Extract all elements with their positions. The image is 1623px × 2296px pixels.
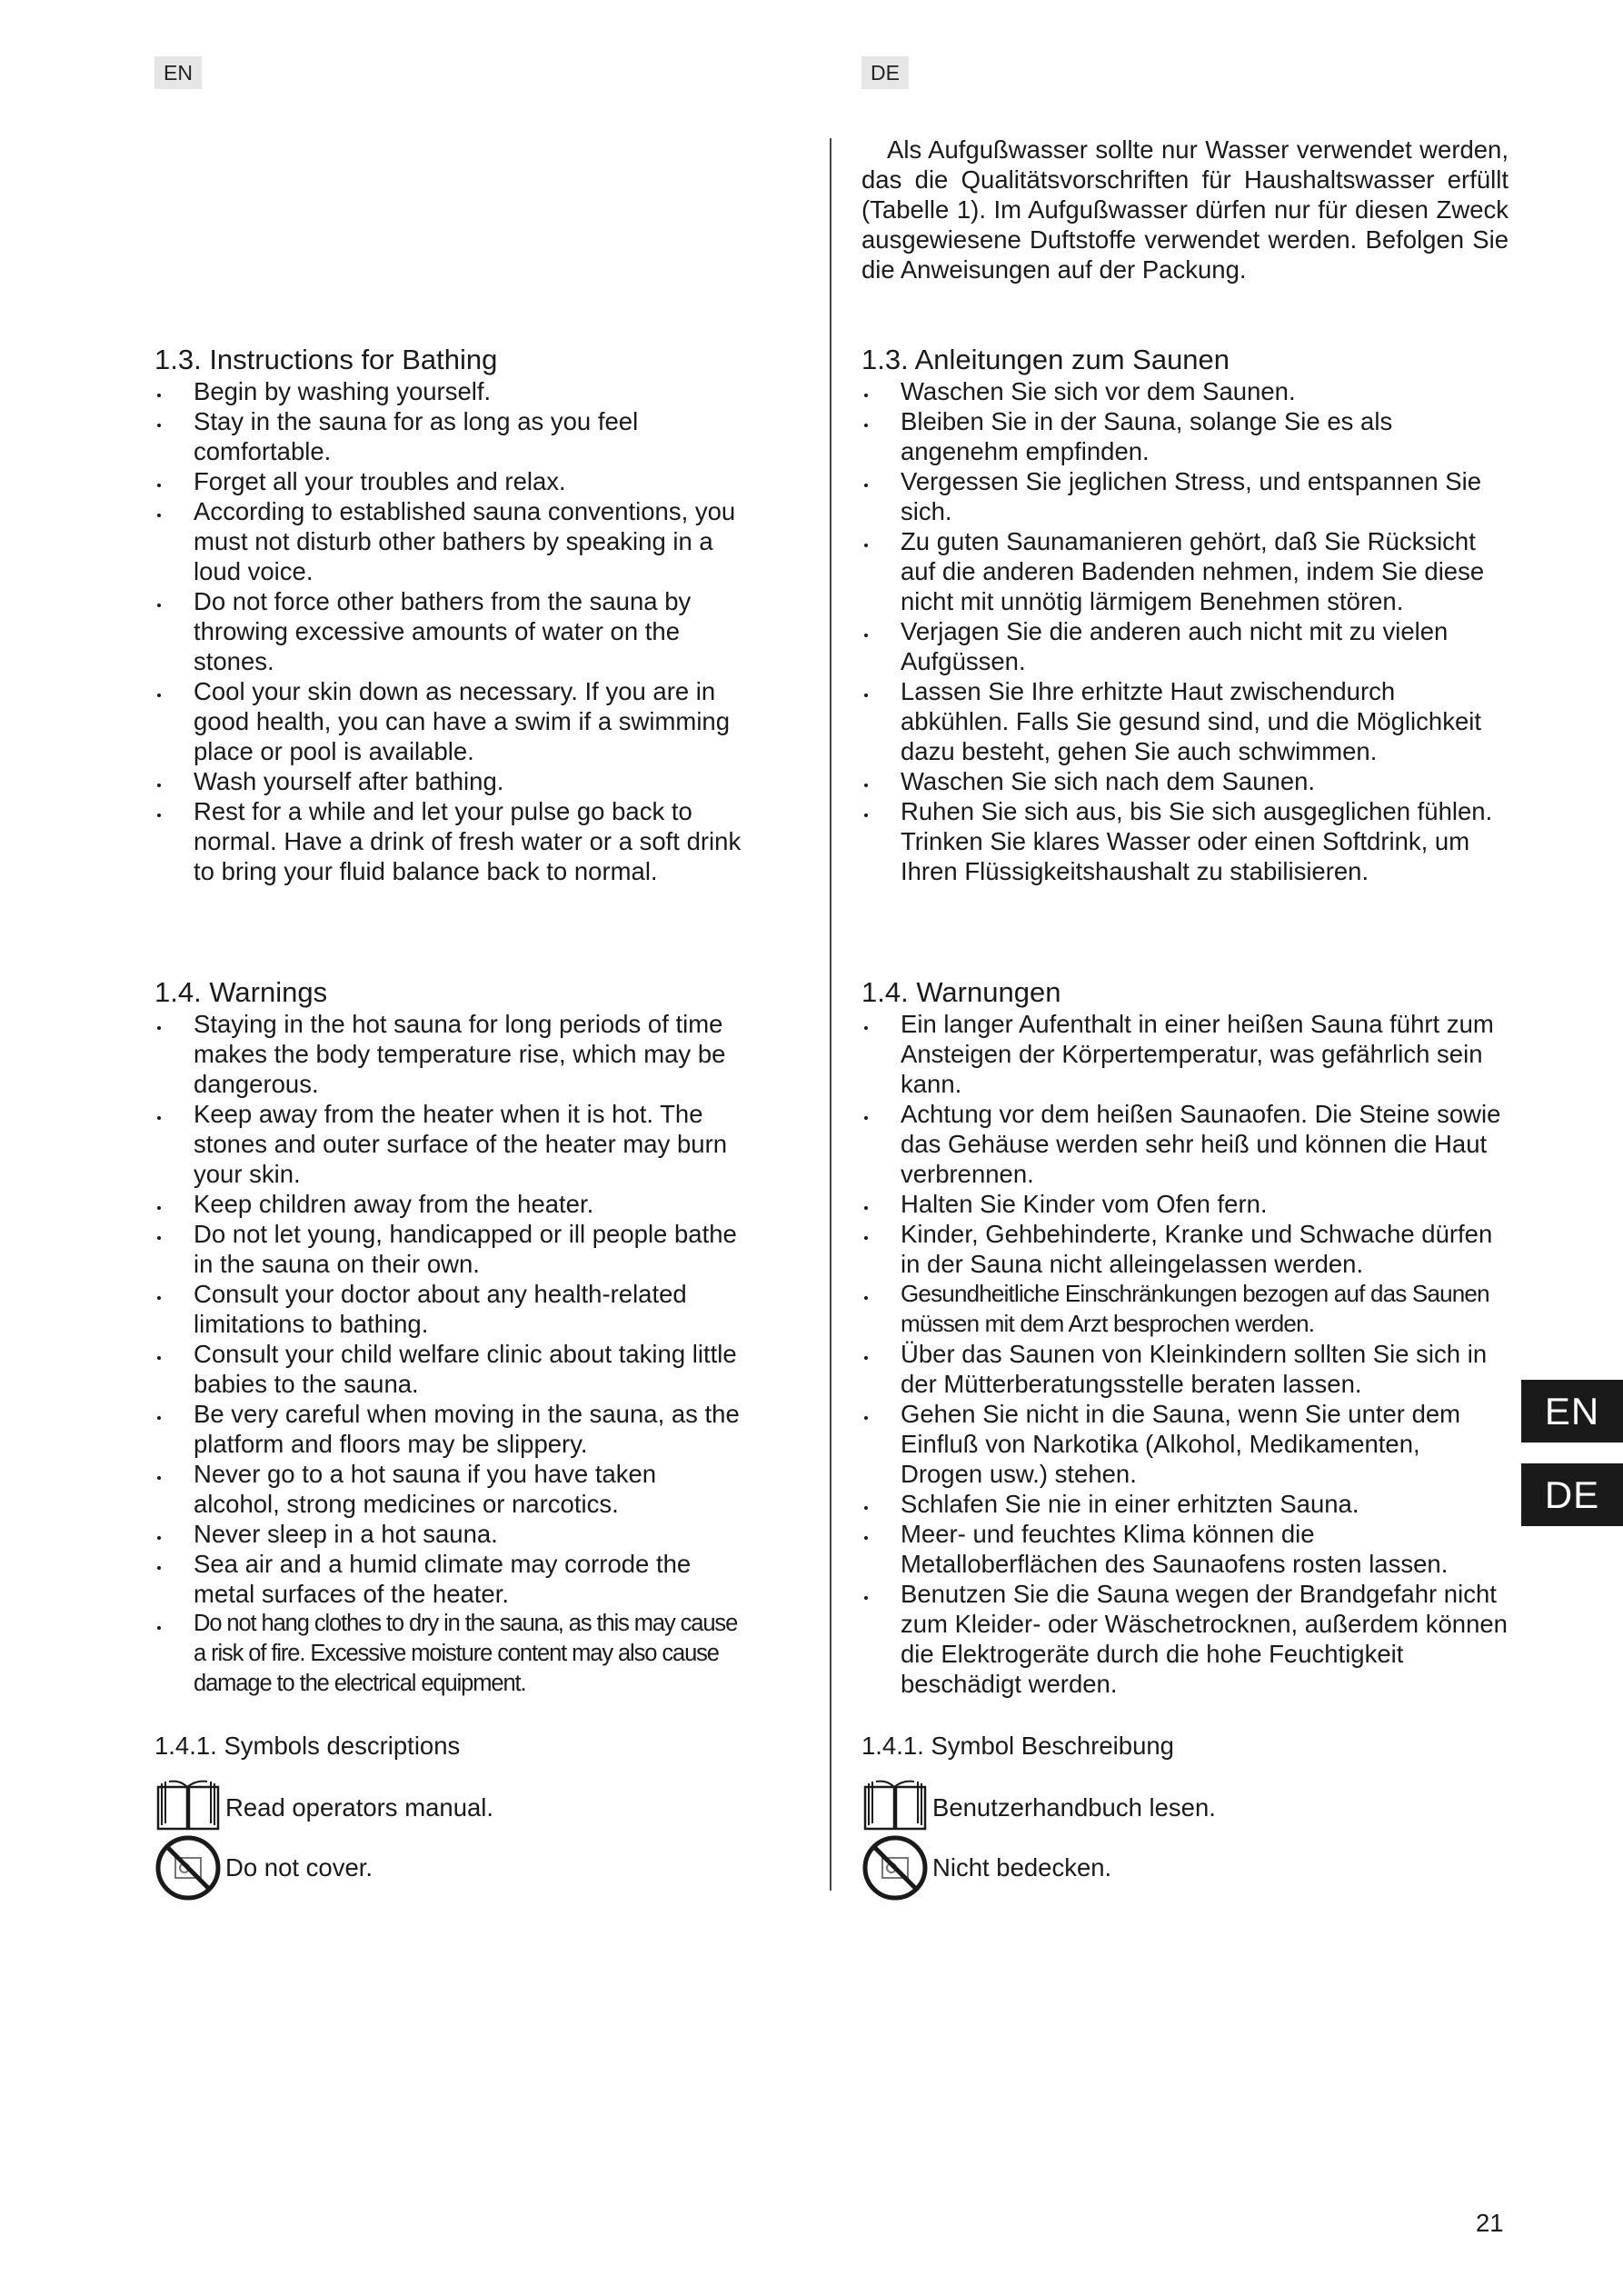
de-warnings-list bbox=[861, 1009, 1508, 1699]
de-bathing-list bbox=[861, 376, 1508, 886]
list-item: Verjagen Sie die anderen auch nicht mit zu vielen Aufgüssen. bbox=[861, 616, 1508, 676]
list-item: Sea air and a humid climate may corrode the metal surfaces of the heater. bbox=[154, 1549, 745, 1609]
de-symbol-cover-row bbox=[861, 1834, 1111, 1902]
de-intro-paragraph: Als Aufgußwasser sollte nur Wasser verwendet werden, das die Qualitätsvorschriften für Haushaltswasser erfüllt (Tabelle 1). Im Aufgußwasser dürfen nur für diesen Zweck ausgewiesene Duftstoffe verwendet werden. Befolgen Sie die Anweisungen auf der Packung. bbox=[861, 135, 1508, 284]
list-item: Consult your doctor about any health-related limitations to bathing. bbox=[154, 1279, 745, 1339]
list-item: Meer- und feuchtes Klima können die Metalloberflächen des Saunaofens rosten lassen. bbox=[861, 1519, 1508, 1579]
en-symbol-manual-row bbox=[154, 1774, 493, 1842]
list-item: Ein langer Aufenthalt in einer heißen Sauna führt zum Ansteigen der Körpertemperatur, was gefährlich sein kann. bbox=[861, 1009, 1508, 1099]
en-warnings-list bbox=[154, 1009, 745, 1699]
list-item: Keep away from the heater when it is hot. The stones and outer surface of the heater may burn your skin. bbox=[154, 1099, 745, 1189]
do-not-cover-icon bbox=[861, 1834, 929, 1902]
list-item: Gesundheitliche Einschränkungen bezogen auf das Saunen müssen mit dem Arzt besprochen werden. bbox=[861, 1279, 1508, 1339]
list-item: Zu guten Saunamanieren gehört, daß Sie Rücksicht auf die anderen Badenden nehmen, indem Sie diese nicht mit unnötig lärmigem Benehmen stören. bbox=[861, 526, 1508, 616]
open-book-icon bbox=[861, 1774, 929, 1842]
list-item: Forget all your troubles and relax. bbox=[154, 466, 745, 496]
en-warnings-section bbox=[154, 976, 745, 1699]
list-item: Gehen Sie nicht in die Sauna, wenn Sie unter dem Einfluß von Narkotika (Alkohol, Medikamenten, Drogen usw.) stehen. bbox=[861, 1399, 1508, 1489]
side-tab-en: EN bbox=[1521, 1380, 1623, 1442]
list-item: Do not let young, handicapped or ill people bathe in the sauna on their own. bbox=[154, 1219, 745, 1279]
list-item: Schlafen Sie nie in einer erhitzten Sauna. bbox=[861, 1489, 1508, 1519]
list-item: Ruhen Sie sich aus, bis Sie sich ausgeglichen fühlen. Trinken Sie klares Wasser oder einen Softdrink, um Ihren Flüssigkeitshaushalt zu stabilisieren. bbox=[861, 796, 1508, 886]
list-item: Kinder, Gehbehinderte, Kranke und Schwache dürfen in der Sauna nicht alleingelassen werden. bbox=[861, 1219, 1508, 1279]
en-bathing-title: 1.3. Instructions for Bathing bbox=[154, 344, 498, 375]
list-item: Bleiben Sie in der Sauna, solange Sie es als angenehm empfinden. bbox=[861, 406, 1508, 466]
list-item: Consult your child welfare clinic about taking little babies to the sauna. bbox=[154, 1339, 745, 1399]
de-bathing-title: 1.3. Anleitungen zum Saunen bbox=[861, 344, 1230, 375]
en-symbol-cover-label: Do not cover. bbox=[225, 1853, 373, 1882]
list-item: Do not hang clothes to dry in the sauna, as this may cause a risk of fire. Excessive moisture content may also cause damage to the electrical equipment. bbox=[154, 1609, 745, 1699]
list-item: Never sleep in a hot sauna. bbox=[154, 1519, 745, 1549]
list-item: Cool your skin down as necessary. If you are in good health, you can have a swim if a swimming place or pool is available. bbox=[154, 676, 745, 766]
list-item: Benutzen Sie die Sauna wegen der Brandgefahr nicht zum Kleider- oder Wäschetrocknen, außerdem können die Elektrogeräte durch die hohe Feuchtigkeit beschädigt werden. bbox=[861, 1579, 1508, 1699]
list-item: Rest for a while and let your pulse go back to normal. Have a drink of fresh water or a soft drink to bring your fluid balance back to normal. bbox=[154, 796, 745, 886]
de-symbol-cover-label: Nicht bedecken. bbox=[932, 1853, 1112, 1882]
list-item: Vergessen Sie jeglichen Stress, und entspannen Sie sich. bbox=[861, 466, 1508, 526]
list-item: Do not force other bathers from the sauna by throwing excessive amounts of water on the stones. bbox=[154, 586, 745, 676]
side-tab-de: DE bbox=[1521, 1463, 1623, 1526]
language-tag-en: EN bbox=[154, 56, 202, 89]
list-item: Halten Sie Kinder vom Ofen fern. bbox=[861, 1189, 1508, 1219]
list-item: Wash yourself after bathing. bbox=[154, 766, 745, 796]
page-number: 21 bbox=[1476, 2209, 1504, 2237]
en-warnings-title: 1.4. Warnings bbox=[154, 976, 328, 1008]
en-bathing-list bbox=[154, 376, 745, 886]
list-item: Waschen Sie sich vor dem Saunen. bbox=[861, 376, 1508, 406]
de-warnings-section bbox=[861, 976, 1508, 1699]
do-not-cover-icon bbox=[154, 1834, 222, 1902]
list-item: Keep children away from the heater. bbox=[154, 1189, 745, 1219]
de-warnings-title: 1.4. Warnungen bbox=[861, 976, 1061, 1008]
list-item: Staying in the hot sauna for long periods of time makes the body temperature rise, which may be dangerous. bbox=[154, 1009, 745, 1099]
open-book-icon bbox=[154, 1774, 222, 1842]
de-bathing-section bbox=[861, 344, 1508, 886]
list-item: According to established sauna conventions, you must not disturb other bathers by speaking in a loud voice. bbox=[154, 496, 745, 586]
list-item: Stay in the sauna for as long as you feel comfortable. bbox=[154, 406, 745, 466]
column-divider bbox=[830, 138, 831, 1891]
list-item: Über das Saunen von Kleinkindern sollten Sie sich in der Mütterberatungsstelle beraten lassen. bbox=[861, 1339, 1508, 1399]
en-symbols-title: 1.4.1. Symbols descriptions bbox=[154, 1732, 461, 1760]
list-item: Begin by washing yourself. bbox=[154, 376, 745, 406]
en-symbol-cover-row bbox=[154, 1834, 373, 1902]
list-item: Never go to a hot sauna if you have taken alcohol, strong medicines or narcotics. bbox=[154, 1459, 745, 1519]
list-item: Be very careful when moving in the sauna, as the platform and floors may be slippery. bbox=[154, 1399, 745, 1459]
language-tag-de: DE bbox=[861, 56, 909, 89]
en-bathing-section bbox=[154, 344, 745, 886]
list-item: Lassen Sie Ihre erhitzte Haut zwischendurch abkühlen. Falls Sie gesund sind, und die Möglichkeit dazu besteht, gehen Sie auch schwimmen. bbox=[861, 676, 1508, 766]
en-symbol-manual-label: Read operators manual. bbox=[225, 1793, 494, 1822]
list-item: Achtung vor dem heißen Saunaofen. Die Steine sowie das Gehäuse werden sehr heiß und können die Haut verbrennen. bbox=[861, 1099, 1508, 1189]
de-symbol-manual-row bbox=[861, 1774, 1216, 1842]
de-symbol-manual-label: Benutzerhandbuch lesen. bbox=[932, 1793, 1216, 1822]
list-item: Waschen Sie sich nach dem Saunen. bbox=[861, 766, 1508, 796]
de-symbols-title: 1.4.1. Symbol Beschreibung bbox=[861, 1732, 1174, 1760]
